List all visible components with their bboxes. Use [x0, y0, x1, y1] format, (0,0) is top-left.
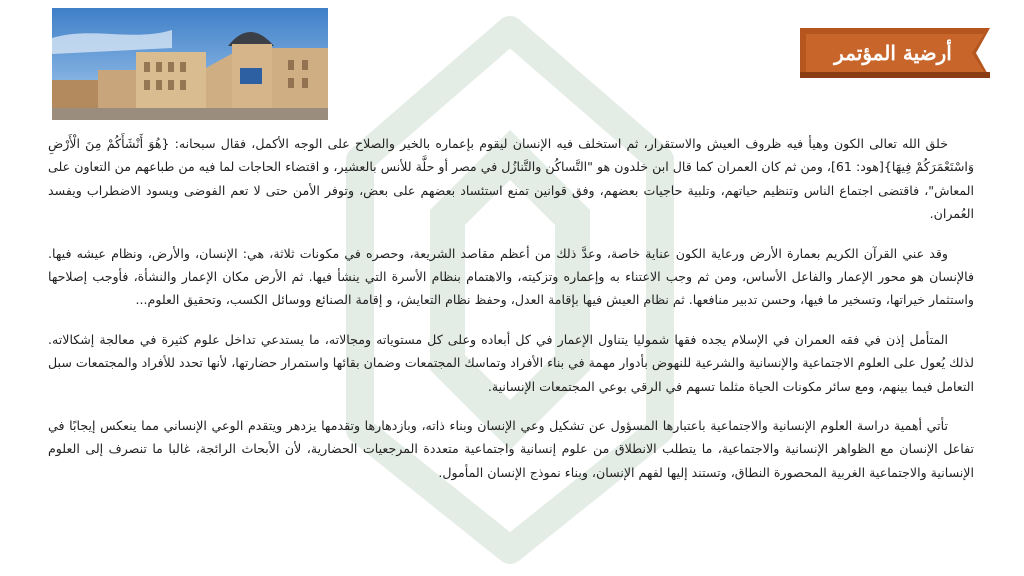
- banner-title: أرضية المؤتمر: [834, 41, 952, 65]
- header-photo: [52, 8, 328, 120]
- paragraph-4: تأتي أهمية دراسة العلوم الإنسانية والاجتماعية باعتبارها المسؤول عن تشكيل وعي الإنسان وبناء ذاته، وبازدهارها وتقدمها يزدهر ويتقدم الوعي الإنساني مما ينعكس إيجابًا في تفاعل الإنسان مع الظواهر الإنسانية والاجتماعية، ما يتطلب الانطلاق من علوم إنسانية واجتماعية متعددة المرجعيات الحضارية، لأن الأبحاث الرائجة، غالبا ما تنصرف إلى العلوم الإنسانية والاجتماعية الغربية المحصورة النطاق، وتستند إليها لفهم الإنسان، وبناء نموذج الإنسان المأمول.: [48, 418, 974, 480]
- paragraph-2: وقد عني القرآن الكريم بعمارة الأرض ورعاية الكون عناية خاصة، وعدَّ ذلك من أعظم مقاصد الشريعة، وحصره في مكونات ثلاثة، هي: الإنسان، والأرض، ونظام عيشه فيها. فالإنسان هو محور الإعمار والفاعل الأساس، ومن ثم وجب الاعتناء به وإعماره وتزكيته، والاهتمام بنظام الأسرة التي ينشأ فيها. ثم الأرض مكان الإعمار والنشأة، فأوجب إصلاحها واستثمار خيراتها، وتسخير ما فيها، وحسن تدبير منافعها. ثم نظام العيش فيها بإقامة العدل، وحفظ نظام التعايش، و إقامة الصنائع ووسائل الكسب، وتحقيق العلوم...: [48, 245, 974, 308]
- article-body: [48, 132, 974, 484]
- paragraph-3: المتأمل إذن في فقه العمران في الإسلام يجده فقها شموليا يتناول الإعمار في كل أبعاده وعلى كل مستوياته ومجالاته، ما يستدعي تداخل علوم كثيرة في معالجة إشكالاته. لذلك يُعول على العلوم الاجتماعية والإنسانية والشرعية للنهوض بأدوار مهمة في بناء الأفراد وتماسك المجتمعات وضمان بقائها واستمرار حضارتها، لأنها تحدد للأفراد والمجتمعات سبل التعامل فيما بينهم، ومع سائر مكونات الحياة مثلما تسهم في الرقي بوعي المجتمعات الإنسانية.: [48, 331, 974, 394]
- paragraph-1: خلق الله تعالى الكون وهيأ فيه ظروف العيش والاستقرار، ثم استخلف فيه الإنسان ليقوم بإعماره بالخير والصلاح على الوجه الأكمل، فقال سبحانه: {هُوَ أَنْشَأَكُمْ مِنَ الْأَرْضِ وَاسْتَعْمَرَكُمْ فِيهَا}[هود: 61]، ومن ثم كان العمران كما قال ابن خلدون هو "التَّساكُن والتَّنازُل في مصر أو حلَّة للأنس بالعشير، و اقتضاء الحاجات لما فيه من طباعهم من التعاون على المعاش"، فاقتضى اجتماع الناس وتنظيم حياتهم، وتلبية حاجيات بعضهم، وفق قوانين تمنع استئساد بعضهم على بعض، وتوفر الأمن حتى لا تعم الفوضى ويسود الاضطراب ويفسد العُمران.: [48, 136, 974, 222]
